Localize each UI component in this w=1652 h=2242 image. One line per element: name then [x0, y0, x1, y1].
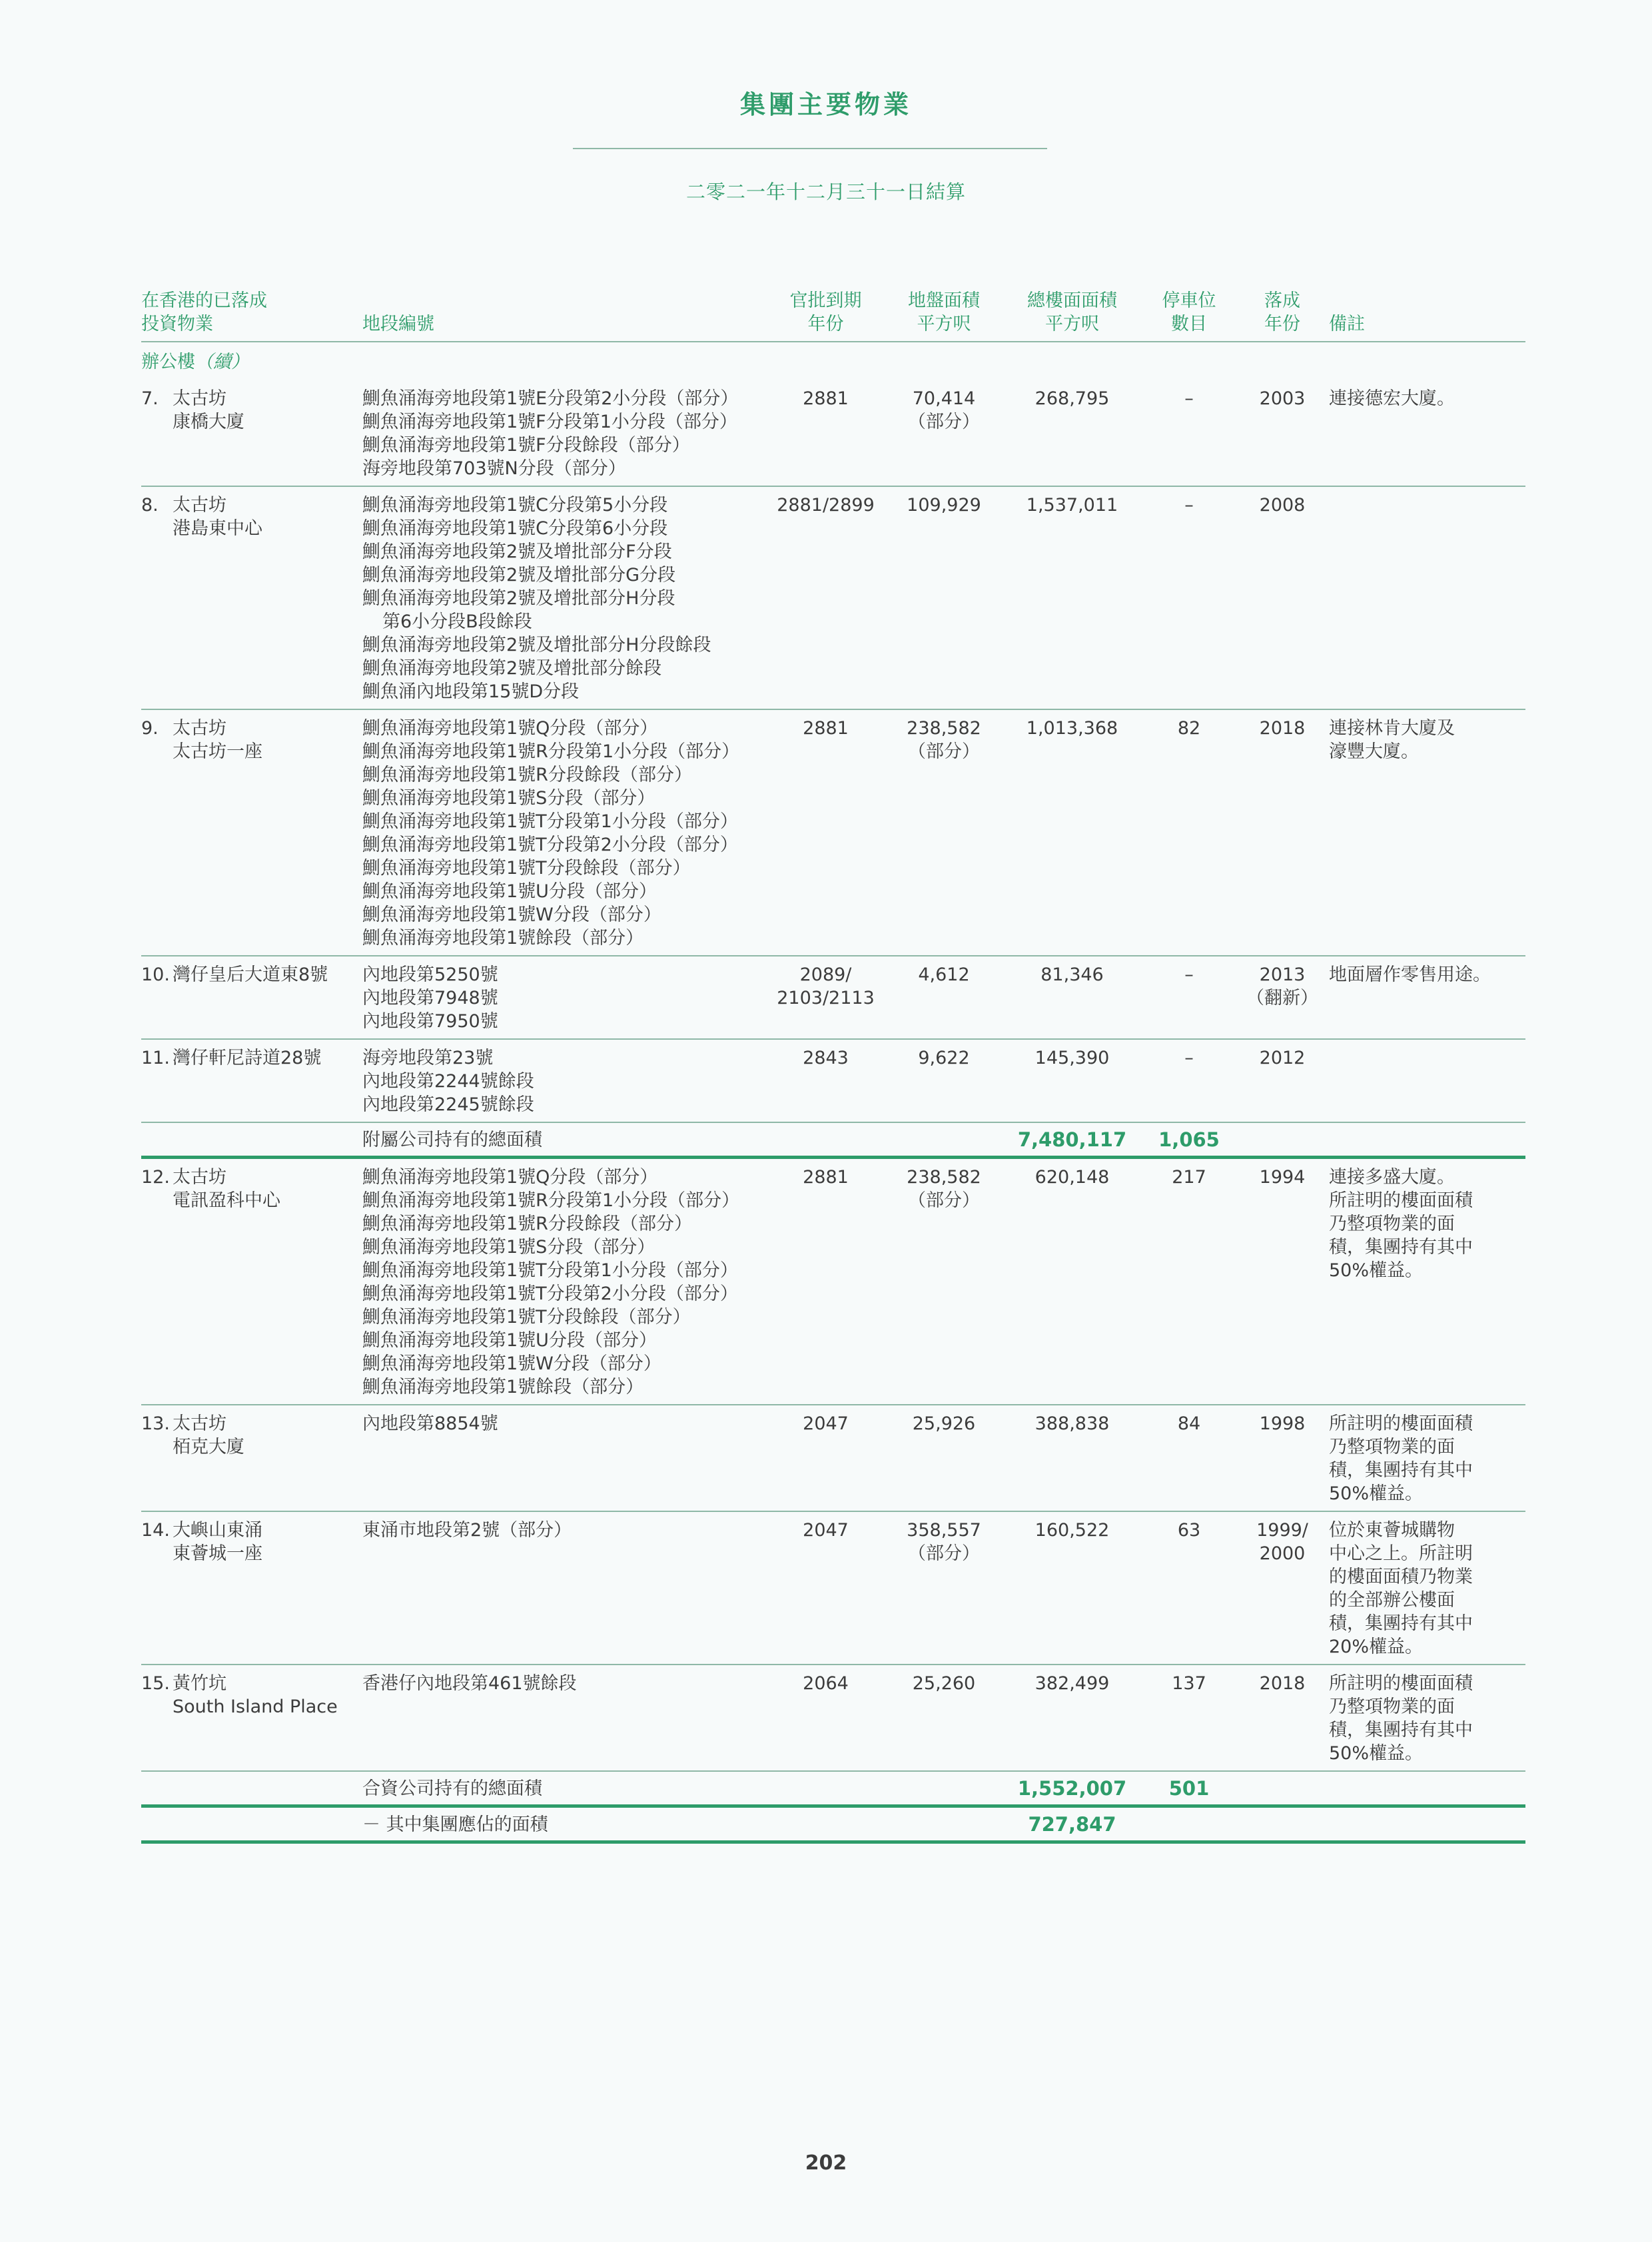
property-row	[141, 956, 1525, 1040]
lease-expiry-cell	[773, 963, 878, 1033]
completion-year-line: 1994	[1259, 1167, 1306, 1188]
lot-number-line: 鰂魚涌海旁地段第2號及增批部分G分段	[362, 565, 676, 585]
group-share-label: － 其中集團應佔的面積	[362, 1814, 548, 1835]
site-area-line: 358,557	[907, 1520, 981, 1541]
jv-total-gfa: 1,552,007	[1017, 1777, 1127, 1800]
property-number: 10.	[141, 964, 170, 985]
lot-number-line: 香港仔內地段第461號餘段	[362, 1673, 577, 1694]
page-subtitle: 二零二一年十二月三十一日結算	[685, 181, 966, 203]
page-number: 202	[805, 2151, 847, 2175]
remarks-cell	[1321, 1412, 1473, 1505]
lot-number-cell	[362, 1166, 773, 1399]
header-gfa	[1010, 289, 1134, 336]
lease-expiry-cell	[773, 1412, 878, 1505]
subsidiary-properties	[141, 380, 1525, 1122]
table-header	[141, 289, 1525, 342]
lot-number-line: 鰂魚涌海旁地段第1號Q分段（部分）	[362, 1167, 658, 1188]
completion-year-line: 2008	[1259, 495, 1306, 516]
property-row	[141, 487, 1525, 710]
lot-number-cell	[362, 387, 773, 480]
car-parking-spaces: –	[1184, 964, 1194, 985]
property-name-wrap	[141, 717, 362, 763]
property-name-cell	[141, 1046, 362, 1116]
lot-number-line: 鰂魚涌海旁地段第1號Q分段（部分）	[362, 718, 658, 739]
completion-year-line: 2013	[1259, 964, 1306, 985]
lot-number-cell	[362, 1046, 773, 1116]
car-parking-spaces: 63	[1177, 1520, 1201, 1541]
header-parking	[1134, 289, 1244, 336]
lot-number-cell	[362, 1519, 773, 1659]
completion-year-cell	[1244, 963, 1321, 1033]
property-name-line: 太古坊	[173, 718, 226, 739]
header-parking-line1: 停車位	[1162, 290, 1216, 311]
gross-floor-area: 268,795	[1034, 388, 1110, 409]
remarks-line: 連接林肯大廈及	[1329, 718, 1455, 739]
header-lot	[362, 289, 773, 336]
header-lot-label: 地段編號	[362, 314, 434, 334]
property-name-line: 太古坊	[173, 495, 226, 516]
site-area-cell	[878, 1412, 1010, 1505]
remarks-line: 的樓面面積乃物業	[1329, 1567, 1473, 1587]
car-parking-spaces: –	[1184, 388, 1194, 409]
remarks-line: 中心之上。所註明	[1329, 1543, 1473, 1564]
property-row	[141, 380, 1525, 487]
site-area-cell	[878, 1046, 1010, 1116]
group-share-gfa: 727,847	[1028, 1813, 1116, 1836]
lease-expiry-cell	[773, 1166, 878, 1399]
site-area-line: 25,260	[912, 1673, 976, 1694]
remarks-cell	[1321, 1046, 1392, 1116]
remarks-cell	[1321, 387, 1455, 480]
completion-year-cell	[1244, 1412, 1321, 1505]
lot-number-cell	[362, 1672, 773, 1765]
property-row	[141, 1159, 1525, 1405]
properties-table	[141, 289, 1525, 1844]
lot-number-line: 鰂魚涌海旁地段第1號S分段（部分）	[362, 788, 655, 809]
property-number: 13.	[141, 1413, 170, 1434]
property-name-line: 康橋大廈	[173, 412, 244, 432]
completion-year-cell	[1244, 494, 1321, 703]
header-year-line2: 年份	[1264, 314, 1300, 334]
lot-number-line: 海旁地段第23號	[362, 1048, 494, 1068]
remarks-line: 地面層作零售用途。	[1329, 964, 1491, 985]
completion-year-cell	[1244, 387, 1321, 480]
property-name-line: South Island Place	[173, 1696, 338, 1717]
subsidiary-total-row	[141, 1122, 1525, 1159]
remarks-line: 乃整項物業的面	[1329, 1437, 1455, 1457]
car-parking-spaces: –	[1184, 495, 1194, 516]
lease-expiry-line: 2089/	[799, 964, 852, 985]
property-name-line: 太古坊	[173, 1413, 226, 1434]
subsidiary-total-parking: 1,065	[1158, 1128, 1220, 1151]
header-completion	[1244, 289, 1321, 336]
lot-number-line: 內地段第2244號餘段	[362, 1071, 534, 1092]
remarks-line: 連接多盛大廈。	[1329, 1167, 1455, 1188]
header-gfa-line2: 平方呎	[1045, 314, 1099, 334]
property-name-line: 太古坊	[173, 1167, 226, 1188]
completion-year-line: 1999/	[1256, 1520, 1308, 1541]
lease-expiry-line: 2881	[803, 718, 849, 739]
lot-number-line: 鰂魚涌海旁地段第1號F分段餘段（部分）	[362, 435, 690, 456]
subsidiary-total-gfa: 7,480,117	[1017, 1128, 1127, 1151]
car-parking-spaces: 137	[1172, 1673, 1206, 1694]
section-cont: （續）	[195, 352, 249, 372]
header-year-line1: 落成	[1264, 290, 1300, 311]
lot-number-line: 鰂魚涌海旁地段第2號及增批部分F分段	[362, 542, 672, 562]
property-name-line: 黃竹坑	[173, 1673, 226, 1694]
header-expiry-line2: 年份	[807, 314, 844, 334]
remarks-line: 連接德宏大廈。	[1329, 388, 1455, 409]
header-name-line2: 投資物業	[141, 314, 213, 334]
lot-number-line: 鰂魚涌海旁地段第1號W分段（部分）	[362, 905, 661, 925]
remarks-line: 的全部辦公樓面	[1329, 1590, 1455, 1611]
jv-total-row	[141, 1770, 1525, 1808]
site-area-cell	[878, 494, 1010, 703]
group-share-row	[141, 1808, 1525, 1844]
property-name-line: 電訊盈科中心	[173, 1190, 280, 1211]
lot-number-cell	[362, 1412, 773, 1505]
lease-expiry-line: 2881	[803, 1167, 849, 1188]
property-name-cell	[141, 387, 362, 480]
completion-year-cell	[1244, 1046, 1321, 1116]
lease-expiry-line: 2064	[803, 1673, 849, 1694]
completion-year-cell	[1244, 1519, 1321, 1659]
header-expiry	[773, 289, 878, 336]
section-heading	[141, 342, 1525, 380]
remarks-cell	[1321, 1166, 1473, 1399]
lot-number-line: 內地段第8854號	[362, 1413, 498, 1434]
lot-number-cell	[362, 494, 773, 703]
site-area-cell	[878, 963, 1010, 1033]
site-area-line: 4,612	[918, 964, 970, 985]
lot-number-line: 鰂魚涌海旁地段第1號T分段第1小分段（部分）	[362, 811, 738, 832]
remarks-line: 位於東薈城購物	[1329, 1520, 1455, 1541]
property-row	[141, 1405, 1525, 1512]
site-area-line: （部分）	[908, 741, 980, 762]
property-number: 15.	[141, 1673, 170, 1694]
lot-number-line: 鰂魚涌海旁地段第1號U分段（部分）	[362, 881, 657, 902]
property-name-cell	[141, 1412, 362, 1505]
remarks-line: 濠豐大廈。	[1329, 741, 1419, 762]
lease-expiry-line: 2047	[803, 1520, 849, 1541]
lot-number-line: 鰂魚涌海旁地段第1號R分段第1小分段（部分）	[362, 1190, 740, 1211]
lot-number-line: 第6小分段B段餘段	[382, 611, 532, 632]
property-name-cell	[141, 494, 362, 703]
site-area-cell	[878, 1519, 1010, 1659]
lot-number-line: 鰂魚涌海旁地段第1號T分段第1小分段（部分）	[362, 1260, 738, 1281]
completion-year-cell	[1244, 1166, 1321, 1399]
site-area-cell	[878, 717, 1010, 950]
remarks-line: 積，集團持有其中	[1329, 1720, 1473, 1740]
lease-expiry-cell	[773, 1519, 878, 1659]
lot-number-line: 鰂魚涌海旁地段第1號U分段（部分）	[362, 1330, 657, 1351]
gross-floor-area: 1,537,011	[1026, 495, 1118, 516]
car-parking-spaces: 217	[1172, 1167, 1206, 1188]
car-parking-spaces: 84	[1177, 1413, 1201, 1434]
lease-expiry-line: 2047	[803, 1413, 849, 1434]
property-row	[141, 1040, 1525, 1122]
lot-number-line: 鰂魚涌海旁地段第1號餘段（部分）	[362, 1377, 644, 1397]
remarks-line: 積，集團持有其中	[1329, 1460, 1473, 1481]
page-title: 集團主要物業	[739, 90, 912, 119]
property-name-lines	[173, 1166, 280, 1212]
site-area-cell	[878, 387, 1010, 480]
property-name-wrap	[141, 1412, 362, 1459]
property-name-lines	[173, 1412, 244, 1459]
property-name-lines	[173, 1046, 321, 1070]
lot-number-line: 內地段第7950號	[362, 1011, 498, 1032]
lot-number-line: 鰂魚涌海旁地段第1號S分段（部分）	[362, 1237, 655, 1258]
lease-expiry-cell	[773, 387, 878, 480]
lease-expiry-cell	[773, 494, 878, 703]
property-name-wrap	[141, 494, 362, 540]
jv-total-label: 合資公司持有的總面積	[362, 1778, 542, 1799]
completion-year-line: 2000	[1259, 1543, 1306, 1564]
lot-number-line: 鰂魚涌海旁地段第1號R分段餘段（部分）	[362, 765, 692, 785]
lot-number-line: 鰂魚涌海旁地段第2號及增批部分H分段餘段	[362, 635, 711, 655]
property-name-wrap	[141, 1672, 362, 1718]
lease-expiry-cell	[773, 1046, 878, 1116]
header-site-area	[878, 289, 1010, 336]
property-name-line: 栢克大廈	[173, 1437, 244, 1457]
site-area-line: 25,926	[912, 1413, 976, 1434]
property-name-cell	[141, 1519, 362, 1659]
property-name-lines	[173, 494, 262, 540]
property-name-lines	[173, 1519, 262, 1565]
property-row	[141, 1512, 1525, 1665]
property-name-wrap	[141, 387, 362, 434]
site-area-line: （部分）	[908, 412, 980, 432]
lease-expiry-cell	[773, 1672, 878, 1765]
property-number: 8.	[141, 495, 159, 516]
jv-total-parking: 501	[1168, 1777, 1210, 1800]
completion-year-line: 2012	[1259, 1048, 1306, 1068]
lease-expiry-line: 2843	[803, 1048, 849, 1068]
lot-number-line: 鰂魚涌海旁地段第1號T分段餘段（部分）	[362, 1307, 691, 1327]
gross-floor-area: 145,390	[1034, 1048, 1110, 1068]
remarks-line: 乃整項物業的面	[1329, 1214, 1455, 1234]
lot-number-cell	[362, 963, 773, 1033]
header-remarks-label: 備註	[1329, 314, 1365, 334]
remarks-line: 50%權益。	[1329, 1260, 1424, 1281]
remarks-cell	[1321, 494, 1392, 703]
lot-number-line: 鰂魚涌海旁地段第2號及增批部分H分段	[362, 588, 675, 609]
remarks-line: 20%權益。	[1329, 1637, 1424, 1657]
lease-expiry-cell	[773, 717, 878, 950]
site-area-line: 238,582	[907, 718, 981, 739]
property-name-lines	[173, 387, 244, 434]
header-expiry-line1: 官批到期	[789, 290, 862, 311]
remarks-line: 所註明的樓面面積	[1329, 1190, 1473, 1211]
property-name-line: 東薈城一座	[173, 1543, 262, 1564]
property-name-cell	[141, 1672, 362, 1765]
site-area-line: （部分）	[908, 1543, 980, 1564]
completion-year-line: 2018	[1259, 1673, 1306, 1694]
property-name-line: 灣仔軒尼詩道28號	[173, 1048, 322, 1068]
car-parking-spaces: –	[1184, 1048, 1194, 1068]
remarks-cell	[1321, 963, 1491, 1033]
completion-year-cell	[1244, 717, 1321, 950]
remarks-line: 50%權益。	[1329, 1743, 1424, 1764]
lease-expiry-line: 2881/2899	[777, 495, 875, 516]
site-area-cell	[878, 1166, 1010, 1399]
lot-number-line: 鰂魚涌海旁地段第1號F分段第1小分段（部分）	[362, 412, 737, 432]
property-name-cell	[141, 963, 362, 1033]
header-site-line2: 平方呎	[917, 314, 971, 334]
property-number: 12.	[141, 1167, 170, 1188]
header-gfa-line1: 總樓面面積	[1027, 290, 1117, 311]
property-number: 14.	[141, 1520, 170, 1541]
gross-floor-area: 81,346	[1040, 964, 1104, 985]
site-area-line: 109,929	[907, 495, 981, 516]
lease-expiry-line: 2103/2113	[777, 988, 875, 1008]
remarks-line: 所註明的樓面面積	[1329, 1413, 1473, 1434]
lot-number-line: 東涌市地段第2號（部分）	[362, 1520, 572, 1541]
site-area-line: 9,622	[918, 1048, 970, 1068]
site-area-cell	[878, 1672, 1010, 1765]
lot-number-line: 鰂魚涌海旁地段第1號C分段第5小分段	[362, 495, 668, 516]
completion-year-line: 2018	[1259, 718, 1306, 739]
lease-expiry-line: 2881	[803, 388, 849, 409]
section-label: 辦公樓	[141, 352, 195, 372]
gross-floor-area: 388,838	[1034, 1413, 1110, 1434]
header-parking-line2: 數目	[1171, 314, 1207, 334]
property-name-lines	[173, 717, 262, 763]
jv-properties	[141, 1159, 1525, 1770]
property-name-wrap	[141, 963, 362, 986]
property-number: 9.	[141, 718, 159, 739]
property-name-wrap	[141, 1046, 362, 1070]
property-name-line: 大嶼山東涌	[173, 1520, 262, 1541]
lot-number-line: 內地段第5250號	[362, 964, 498, 985]
header-remarks	[1321, 289, 1392, 336]
lot-number-line: 鰂魚涌海旁地段第1號T分段第2小分段（部分）	[362, 1284, 738, 1304]
lot-number-line: 內地段第2245號餘段	[362, 1094, 534, 1115]
remarks-cell	[1321, 717, 1455, 950]
header-name	[141, 289, 362, 336]
property-name-wrap	[141, 1166, 362, 1212]
title-divider	[573, 148, 1047, 149]
car-parking-spaces: 82	[1177, 718, 1201, 739]
lot-number-line: 鰂魚涌海旁地段第1號T分段餘段（部分）	[362, 858, 691, 879]
remarks-line: 積，集團持有其中	[1329, 1237, 1473, 1258]
property-name-line: 灣仔皇后大道東8號	[173, 964, 328, 985]
remarks-line: 乃整項物業的面	[1329, 1696, 1455, 1717]
completion-year-cell	[1244, 1672, 1321, 1765]
header-name-line1: 在香港的已落成	[141, 290, 267, 311]
remarks-line: 50%權益。	[1329, 1483, 1424, 1504]
property-name-cell	[141, 1166, 362, 1399]
gross-floor-area: 1,013,368	[1026, 718, 1118, 739]
lot-number-line: 鰂魚涌海旁地段第1號W分段（部分）	[362, 1353, 661, 1374]
property-number: 11.	[141, 1048, 170, 1068]
site-area-line: （部分）	[908, 1190, 980, 1211]
lot-number-line: 鰂魚涌海旁地段第2號及增批部分餘段	[362, 658, 662, 679]
property-name-line: 太古坊一座	[173, 741, 262, 762]
property-name-lines	[173, 963, 328, 986]
lot-number-line: 海旁地段第703號N分段（部分）	[362, 458, 626, 479]
gross-floor-area: 160,522	[1034, 1520, 1110, 1541]
lot-number-line: 內地段第7948號	[362, 988, 498, 1008]
lot-number-line: 鰂魚涌海旁地段第1號E分段第2小分段（部分）	[362, 388, 739, 409]
remarks-line: 積，集團持有其中	[1329, 1613, 1473, 1634]
lot-number-line: 鰂魚涌內地段第15號D分段	[362, 681, 580, 702]
lot-number-line: 鰂魚涌海旁地段第1號T分段第2小分段（部分）	[362, 835, 738, 855]
remarks-cell	[1321, 1672, 1473, 1765]
property-name-line: 太古坊	[173, 388, 226, 409]
lot-number-line: 鰂魚涌海旁地段第1號餘段（部分）	[362, 928, 644, 948]
property-number: 7.	[141, 388, 159, 409]
property-name-wrap	[141, 1519, 362, 1565]
lot-number-line: 鰂魚涌海旁地段第1號C分段第6小分段	[362, 518, 668, 539]
property-row	[141, 710, 1525, 956]
completion-year-line: （翻新）	[1246, 988, 1318, 1008]
remarks-cell	[1321, 1519, 1473, 1659]
site-area-line: 70,414	[912, 388, 976, 409]
lot-number-line: 鰂魚涌海旁地段第1號R分段餘段（部分）	[362, 1214, 692, 1234]
gross-floor-area: 620,148	[1034, 1167, 1110, 1188]
property-name-line: 港島東中心	[173, 518, 262, 539]
gross-floor-area: 382,499	[1034, 1673, 1110, 1694]
site-area-line: 238,582	[907, 1167, 981, 1188]
lot-number-line: 鰂魚涌海旁地段第1號R分段第1小分段（部分）	[362, 741, 740, 762]
property-row	[141, 1665, 1525, 1770]
completion-year-line: 2003	[1259, 388, 1306, 409]
property-name-cell	[141, 717, 362, 950]
header-site-line1: 地盤面積	[908, 290, 980, 311]
remarks-line: 所註明的樓面面積	[1329, 1673, 1473, 1694]
completion-year-line: 1998	[1259, 1413, 1306, 1434]
lot-number-cell	[362, 717, 773, 950]
property-name-lines	[173, 1672, 338, 1718]
subsidiary-total-label: 附屬公司持有的總面積	[362, 1130, 542, 1150]
